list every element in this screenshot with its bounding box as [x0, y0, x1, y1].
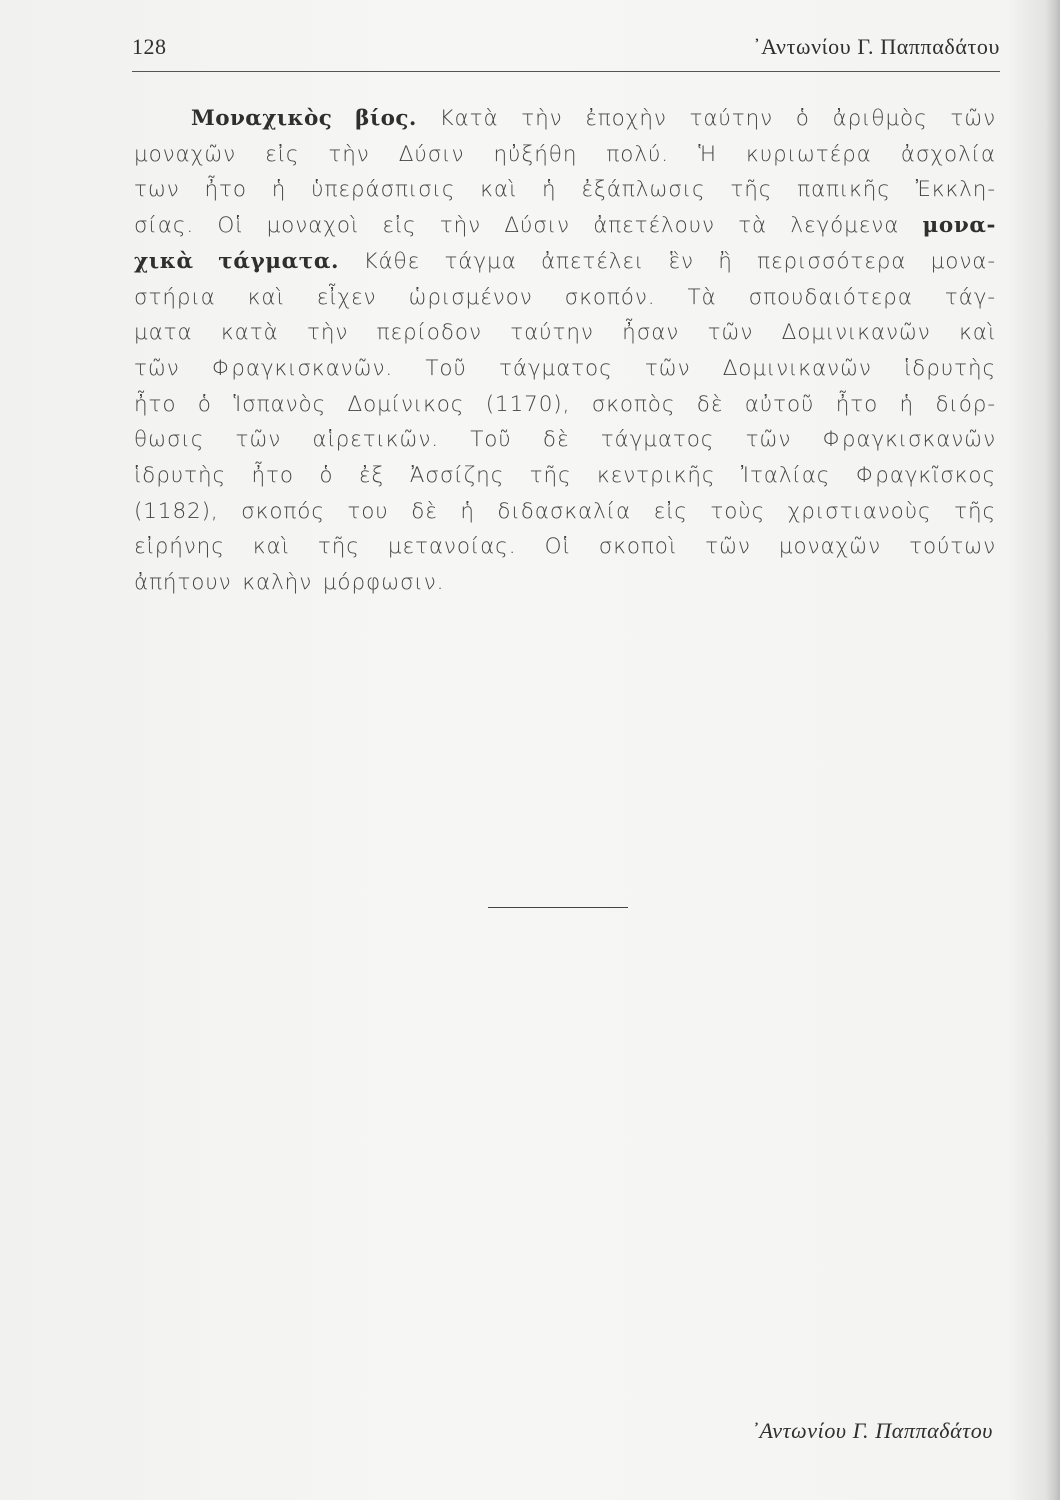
- header-rule: [132, 71, 1000, 72]
- text-line-1: [134, 101, 996, 137]
- emphasized-term: μονα-: [922, 213, 997, 239]
- line-text: Κατὰ τὴν ἐποχὴν ταύτην ὁ ἀριθμὸς τῶν: [439, 106, 997, 131]
- emphasized-term: χικὰ τάγματα.: [134, 248, 340, 274]
- text-line-9: ἦτο ὁ Ἱσπανὸς Δομίνικος (1170), σκοπὸς δὲ αὐτοῦ ἦτο ἡ διόρ-: [134, 391, 996, 417]
- text-line-10: θωσις τῶν αἱρετικῶν. Τοῦ δὲ τάγματος τῶν Φραγκισκανῶν: [134, 427, 996, 453]
- page-number: 128: [132, 34, 167, 59]
- line-text: σίας. Οἱ μοναχοὶ εἰς τὴν Δύσιν ἀπετέλουν τὰ λεγόμενα: [134, 213, 900, 239]
- section-title: Μοναχικὸς βίος.: [191, 106, 417, 131]
- text-line-2: μοναχῶν εἰς τὴν Δύσιν ηὐξήθη πολύ. Ἡ κυριωτέρα ἀσχολία: [134, 141, 996, 167]
- running-head: ᾿Αντωνίου Γ. Παππαδάτου: [753, 34, 1000, 59]
- page-edge-shadow: [1046, 0, 1060, 1500]
- text-line-4: [134, 208, 996, 244]
- page-header: [132, 34, 1000, 68]
- line-text: Κάθε τάγμα ἀπετέλει ἓν ἢ περισσότερα μονα-: [363, 248, 996, 274]
- text-line-7: ματα κατὰ τὴν περίοδον ταύτην ἦσαν τῶν Δομινικανῶν καὶ: [134, 320, 996, 346]
- section-body: [134, 101, 996, 601]
- footer-signature: ᾿Αντωνίου Γ. Παππαδάτου: [751, 1418, 993, 1443]
- text-line-12: (1182), σκοπός του δὲ ἡ διδασκαλία εἰς τοὺς χριστιανοὺς τῆς: [134, 498, 996, 524]
- section-separator: [488, 907, 628, 908]
- text-line-3: των ἦτο ἡ ὑπεράσπισις καὶ ἡ ἐξάπλωσις τῆς παπικῆς Ἐκκλη-: [134, 177, 996, 203]
- text-line-8: τῶν Φραγκισκανῶν. Τοῦ τάγματος τῶν Δομινικανῶν ἱδρυτὴς: [134, 355, 996, 381]
- text-line-6: στήρια καὶ εἶχεν ὡρισμένον σκοπόν. Τὰ σπουδαιότερα τάγ-: [134, 284, 996, 310]
- text-line-11: ἱδρυτὴς ἦτο ὁ ἐξ Ἀσσίζης τῆς κεντρικῆς Ἰταλίας Φραγκῖσκος: [134, 463, 996, 489]
- text-line-5: [134, 244, 996, 280]
- text-line-14: ἀπήτουν καλὴν μόρφωσιν.: [134, 570, 445, 596]
- text-line-13: εἰρήνης καὶ τῆς μετανοίας. Οἱ σκοποὶ τῶν μοναχῶν τούτων: [134, 534, 996, 560]
